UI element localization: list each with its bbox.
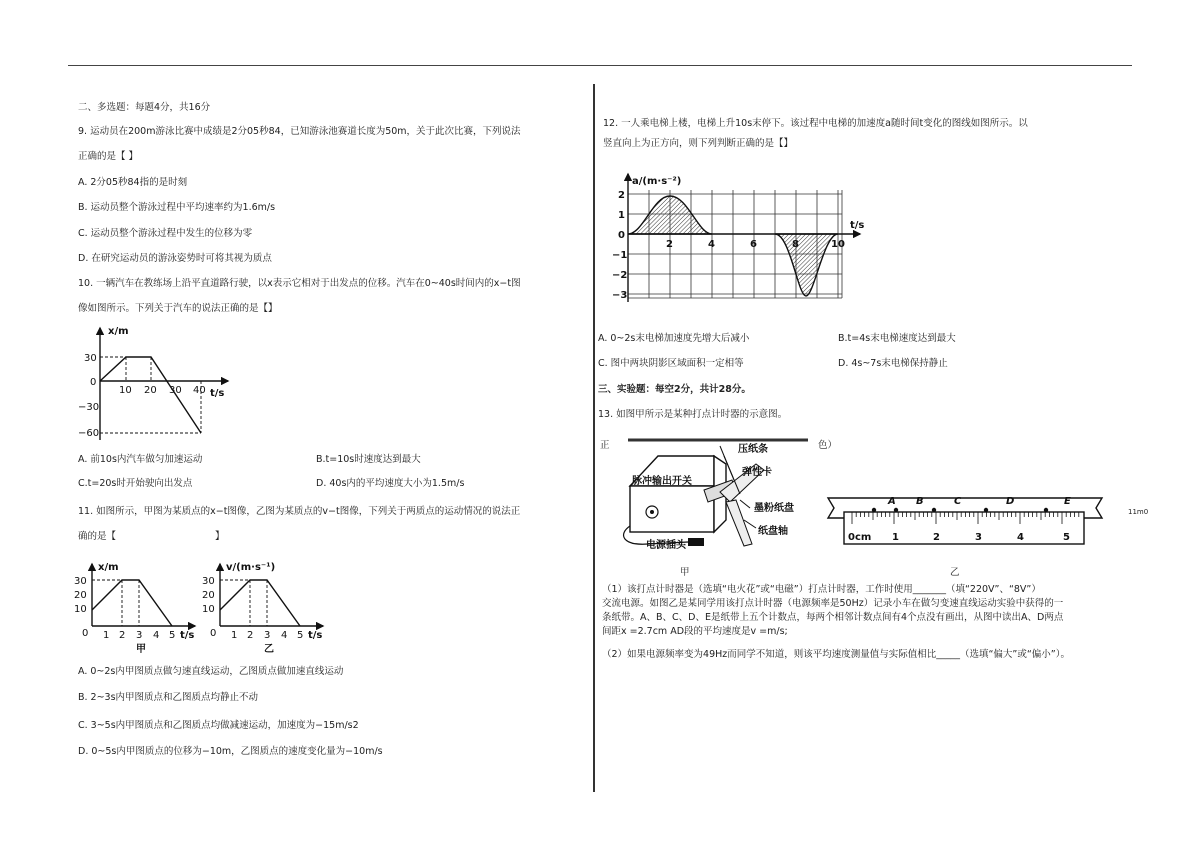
q10-stem-line1: 10. 一辆汽车在教练场上沿平直道路行驶，以x表示它相对于出发点的位移。汽车在0~40s时间内的x−t图: [78, 278, 521, 289]
q11-jia-xtick-2: 2: [119, 630, 126, 641]
q13-plug-icon: [688, 538, 704, 546]
q13-point-e: E: [1064, 496, 1071, 507]
q12-ytick-neg1: −1: [612, 250, 628, 261]
q13-ruler-label-4: 4: [1017, 532, 1024, 543]
q11-jia-xt-line: [92, 580, 172, 626]
q11-jia-xtick-3: 3: [136, 630, 143, 641]
q12-positive-shaded-area: [628, 196, 712, 234]
q12-option-b: B.t=4s末电梯速度达到最大: [838, 333, 956, 344]
q13-label-spring: 弹性卡: [742, 467, 772, 478]
q11-jia-y-axis-name: x/m: [98, 562, 119, 573]
q13-label-axle: 纸盘轴: [758, 526, 788, 537]
q11-jia-ytick-10: 10: [74, 604, 87, 615]
q11-yi-xtick-5: 5: [297, 630, 304, 641]
q12-xtick-8: 8: [792, 239, 799, 250]
q11-jia-xtick-5: 5: [169, 630, 176, 641]
q10-y-axis-name: x/m: [108, 326, 129, 337]
q10-xt-graph: [78, 322, 238, 446]
q13-leader-ink: [740, 500, 750, 508]
q10-origin-label: 0: [90, 377, 97, 388]
q12-ytick-neg2: −2: [612, 270, 628, 281]
q10-xtick-30: 30: [169, 385, 182, 396]
q13-ruler-label-2: 2: [933, 532, 940, 543]
q10-ytick-neg30: −30: [78, 402, 100, 413]
q11-option-c: C. 3~5s内甲图质点和乙图质点均做减速运动，加速度为−15m/s2: [78, 720, 359, 731]
q10-x-axis-name: t/s: [210, 388, 225, 399]
q13-point-c: C: [954, 496, 962, 507]
q11-option-a: A. 0~2s内甲图质点做匀速直线运动，乙图质点做加速直线运动: [78, 666, 344, 677]
q10-option-b: B.t=10s时速度达到最大: [316, 454, 421, 465]
q11-xt-graph-jia: [70, 560, 200, 654]
q10-stem-line2: 像如图所示。下列关于汽车的说法正确的是【】: [78, 303, 278, 314]
q11-jia-caption: 甲: [136, 644, 146, 654]
q13-point-b: B: [916, 496, 924, 507]
q12-xtick-10: 10: [831, 239, 845, 250]
q12-stem-line2: 竖直向上为正方向，则下列判断正确的是【】: [603, 138, 794, 149]
q13-timer-body: [630, 486, 714, 532]
q13-label-press: 压纸条: [738, 444, 768, 455]
q12-option-d: D. 4s~7s末电梯保持静止: [838, 358, 948, 369]
q11-jia-origin: 0: [82, 628, 89, 639]
q12-xtick-6: 6: [750, 239, 757, 250]
page-top-rule: [68, 65, 1132, 66]
q12-ytick-1: 1: [618, 210, 625, 221]
q12-option-c: C. 图中两块阴影区域面积一定相等: [598, 358, 744, 369]
q9-option-c: C. 运动员整个游泳过程中发生的位移为零: [78, 228, 253, 239]
section-heading-experiment: 三、实验题：每空2分，共计28分。: [598, 384, 751, 395]
q13-label-ink: 墨粉纸盘: [754, 503, 794, 514]
q12-ytick-neg3: −3: [612, 290, 628, 301]
q12-option-a: A. 0~2s末电梯加速度先增大后减小: [598, 333, 750, 344]
q11-yi-origin: 0: [210, 628, 217, 639]
q11-yi-xtick-1: 1: [231, 630, 238, 641]
q12-xtick-2: 2: [666, 239, 673, 250]
q11-jia-ytick-20: 20: [74, 590, 87, 601]
q11-jia-ytick-30: 30: [74, 576, 87, 587]
q11-yi-ytick-20: 20: [202, 590, 215, 601]
q10-xtick-10: 10: [119, 385, 132, 396]
q12-origin: 0: [618, 230, 625, 241]
q10-xtick-20: 20: [144, 385, 157, 396]
q11-yi-xtick-2: 2: [247, 630, 254, 641]
q12-ytick-2: 2: [618, 190, 625, 201]
q12-y-axis-name: a/(m·s⁻²): [632, 176, 682, 187]
q12-xtick-4: 4: [708, 239, 715, 250]
q13-label-switch: 脉冲输出开关: [632, 476, 692, 487]
q9-stem-line2: 正确的是【 】: [78, 151, 139, 162]
q9-option-b: B. 运动员整个游泳过程中平均速率约为1.6m/s: [78, 202, 276, 213]
q13-fig-fragment-left: 正: [600, 440, 610, 451]
q11-yi-x-axis-name: t/s: [308, 630, 323, 641]
q11-vt-graph-yi: [198, 560, 328, 654]
q9-option-a: A. 2分05秒84指的是时刻: [78, 177, 188, 188]
q11-jia-xtick-1: 1: [103, 630, 110, 641]
q10-ytick-30: 30: [84, 353, 97, 364]
q11-yi-ytick-10: 10: [202, 604, 215, 615]
q13-caption-jia: 甲: [680, 567, 690, 578]
q13-part1-line2: 交流电源。如图乙是某同学用该打点计时器（电源频率是50Hz）记录小车在做匀变速直线运动实验中获得的一: [602, 598, 1064, 609]
q11-jia-x-axis-name: t/s: [180, 630, 195, 641]
q13-part2: （2）如果电源频率变为49Hz而同学不知道，则该平均速度测量值与实际值相比_____（选填“偏大”或“偏小”）。: [602, 649, 1070, 660]
q10-ytick-neg60: −60: [78, 428, 100, 439]
q10-option-a: A. 前10s内汽车做匀加速运动: [78, 454, 203, 465]
q13-ruler-label-0: 0cm: [848, 532, 872, 543]
q13-part1-line3: 条纸带。A、B、C、D、E是纸带上五个计数点，每两个相邻计数点间有4个点没有画出，从图中读出A、D两点: [602, 612, 1064, 623]
q13-part1-line1: （1）该打点计时器是（选填“电火花”或“电磁”）打点计时器，工作时使用_______（填“220V”、“8V”）: [602, 584, 1041, 595]
q11-yi-vt-line: [220, 580, 300, 626]
q9-stem-line1: 9. 运动员在200m游泳比赛中成绩是2分05秒84，已知游泳池赛道长度为50m，关于此次比赛，下列说法: [78, 126, 521, 137]
q13-point-d: D: [1006, 496, 1015, 507]
q13-label-plug: 电源插头: [646, 540, 686, 551]
q11-option-b: B. 2~3s内甲图质点和乙图质点均静止不动: [78, 692, 259, 703]
q12-x-axis-name: t/s: [850, 220, 865, 231]
q10-option-d: D. 40s内的平均速度大小为1.5m/s: [316, 478, 465, 489]
q13-timer-figure: [608, 434, 830, 556]
q11-yi-xtick-3: 3: [264, 630, 271, 641]
q11-option-d: D. 0~5s内甲图质点的位移为−10m，乙图质点的速度变化量为−10m/s: [78, 746, 383, 757]
q13-fig-fragment-right: 色）: [818, 440, 838, 451]
q11-yi-y-axis-name: v/(m·s⁻¹): [226, 562, 276, 573]
q13-switch-knob-center: [650, 510, 654, 514]
q13-stem: 13. 如图甲所示是某种打点计时器的示意图。: [598, 409, 788, 420]
q13-caption-yi: 乙: [950, 567, 960, 578]
q10-option-c: C.t=20s时开始驶向出发点: [78, 478, 193, 489]
q13-point-a: A: [888, 496, 896, 507]
q11-stem-bracket-end: 】: [215, 531, 225, 542]
q13-ruler-label-5: 5: [1063, 532, 1070, 543]
q13-side-note: 11m0: [1128, 508, 1149, 516]
q9-option-d: D. 在研究运动员的游泳姿势时可将其视为质点: [78, 253, 272, 264]
q11-yi-ytick-30: 30: [202, 576, 215, 587]
q11-stem-line1: 11. 如图所示，甲图为某质点的x−t图像，乙图为某质点的v−t图像，下列关于两质点的运动情况的说法正: [78, 506, 521, 517]
q12-stem-line1: 12. 一人乘电梯上楼，电梯上升10s末停下。该过程中电梯的加速度a随时间t变化的图线如图所示。以: [603, 118, 1028, 129]
q13-ruler-label-1: 1: [892, 532, 899, 543]
q11-yi-caption: 乙: [264, 644, 274, 654]
q11-stem-line2: 确的是【: [78, 531, 117, 542]
q11-jia-xtick-4: 4: [153, 630, 160, 641]
q13-tape-ruler-figure: [826, 490, 1106, 552]
q12-at-graph: [598, 170, 873, 306]
q12-negative-shaded-area: [775, 234, 838, 296]
q13-part1-line4: 间距x =2.7cm AD段的平均速度是v =m/s;: [602, 626, 788, 637]
q13-ruler-label-3: 3: [975, 532, 982, 543]
section-heading-multi-choice: 二、多选题：每题4分，共16分: [78, 102, 211, 113]
column-divider: [593, 84, 595, 792]
q13-ruler-body: [844, 512, 1084, 544]
q11-yi-xtick-4: 4: [281, 630, 288, 641]
q10-xtick-40: 40: [193, 385, 206, 396]
